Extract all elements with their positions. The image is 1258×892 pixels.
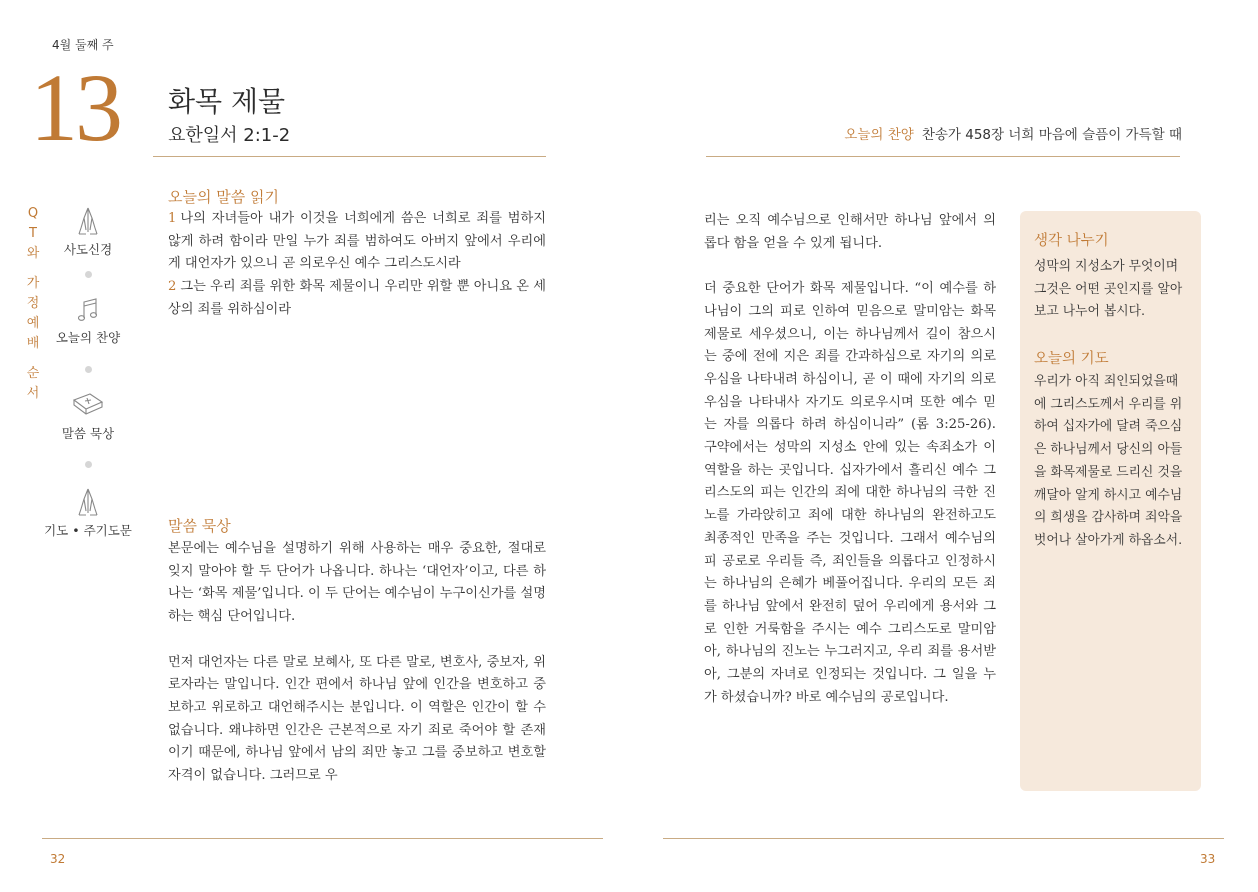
- verse-text: 나의 자녀들아 내가 이것을 너희에게 씀은 너희로 죄를 범하지 않게 하려 함이라 만일 누가 죄를 범하여도 아버지 앞에서 우리에게 대언자가 있으니 곧 의로우신 예수 그리스도시라: [168, 211, 546, 272]
- vlabel-char: 가: [26, 276, 40, 291]
- step-separator-dot: [85, 271, 92, 278]
- week-label: 4월 둘째 주: [52, 38, 114, 52]
- verse-text: 그는 우리 죄를 위한 화목 제물이니 우리만 위할 뿐 아니요 온 세상의 죄를 위하심이라: [168, 279, 546, 317]
- step-separator-dot: [85, 366, 92, 373]
- page-number-left: 32: [50, 852, 66, 866]
- header-divider-left: [153, 156, 546, 157]
- share-text: 성막의 지성소가 무엇이며 그것은 어떤 곳인지를 알아보고 나누어 봅시다.: [1034, 259, 1183, 320]
- page-number-right: 33: [1200, 852, 1216, 866]
- hymn-label: 오늘의 찬양: [844, 127, 914, 143]
- prayer-heading: 오늘의 기도: [1034, 351, 1109, 367]
- praying-hands-icon: [73, 485, 103, 517]
- paragraph: 리는 오직 예수님으로 인해서만 하나님 앞에서 의롭다 함을 얻을 수 있게 됩니다.: [704, 213, 996, 251]
- music-note-icon: [73, 296, 103, 324]
- page-title: 화목 제물: [168, 85, 286, 118]
- reading-verses: [168, 208, 546, 322]
- vlabel-char: 순: [26, 366, 40, 381]
- meditation-body: [168, 538, 546, 788]
- step-label-creed: 사도신경: [63, 242, 113, 257]
- continuation-body: [704, 210, 996, 709]
- vlabel-char: 배: [26, 336, 40, 351]
- order-step-prayer: [43, 485, 133, 539]
- verse: [168, 276, 546, 321]
- hymn-text: 찬송가 458장 너희 마음에 슬픔이 가득할 때: [921, 127, 1182, 143]
- order-step-hymn: [43, 296, 133, 346]
- vlabel-char: Q: [27, 206, 39, 221]
- verse-number: 1: [168, 211, 177, 226]
- todays-hymn: [844, 123, 1182, 143]
- footer-divider-left: [42, 838, 603, 839]
- step-separator-dot: [85, 461, 92, 468]
- day-number: 13: [30, 54, 120, 161]
- vlabel-char: 와: [26, 246, 40, 261]
- footer-divider-right: [663, 838, 1224, 839]
- reading-heading: 오늘의 말씀 읽기: [168, 188, 279, 206]
- share-heading: 생각 나누기: [1034, 233, 1109, 249]
- order-step-creed: [43, 204, 133, 258]
- header-divider-right: [706, 156, 1180, 157]
- vlabel-char: 정: [26, 296, 40, 311]
- order-step-meditation: [43, 390, 133, 442]
- paragraph: 먼저 대언자는 다른 말로 보혜사, 또 다른 말로, 변호사, 중보자, 위로자라는 말입니다. 인간 편에서 하나님 앞에 인간을 변호하고 중보하고 위로하고 대언해주시는 분입니다. 이 역할은 인간이 할 수 없습니다. 왜냐하면 인간은 근본적으로 자기 죄로 죽어야 할 존재이기 때문에, 하나님 앞에서 남의 죄만 놓고 그를 중보하고 변호할 자격이 없습니다. 그러므로 우: [168, 654, 546, 784]
- vlabel-char: 예: [26, 316, 40, 331]
- verse: [168, 208, 546, 276]
- prayer-text: 우리가 아직 죄인되었을때에 그리스도께서 우리를 위하여 십자가에 달려 죽으심은 하나님께서 당신의 아들을 화목제물로 드리신 것을 깨달아 알게 하시고 예수님의 희생을 감사하며 죄악을 벗어나 살아가게 하옵소서.: [1034, 374, 1183, 548]
- bible-icon: [71, 390, 105, 420]
- vlabel-char: 서: [26, 386, 40, 401]
- paragraph: 본문에는 예수님을 설명하기 위해 사용하는 매우 중요한, 절대로 잊지 말아야 할 두 단어가 나옵니다. 하나는 ‘대언자’이고, 다른 하나는 ‘화목 제물’입니다. 이 두 단어는 예수님이 누구이신가를 설명하는 핵심 단어입니다.: [168, 541, 546, 625]
- step-label-meditation: 말씀 묵상: [61, 426, 115, 441]
- step-label-hymn: 오늘의 찬양: [55, 330, 121, 345]
- praying-hands-icon: [73, 204, 103, 236]
- qt-worship-order-label: [24, 204, 42, 404]
- scripture-passage: 요한일서 2:1-2: [168, 125, 291, 146]
- meditation-heading: 말씀 묵상: [168, 517, 231, 535]
- verse-number: 2: [168, 279, 177, 295]
- vlabel-char: T: [29, 226, 37, 241]
- step-label-prayer: 기도 • 주기도문: [44, 523, 132, 538]
- paragraph: 더 중요한 단어가 화목 제물입니다. “이 예수를 하나님이 그의 피로 인하여 믿음으로 말미암는 화목 제물로 세우셨으니, 이는 하나님께서 길이 참으시는 중에 전에 지은 죄를 간과하심으로 자기의 의로우심을 나타내려 하심이니, 곧 이 때에 자기의 의로우심을 나타내사 자기도 의로우시며 또한 예수 믿는 자를 의롭다 하려 하심이니라” (롬 3:25-26). 구약에서는 성막의 지성소 안에 있는 속죄소가 이 역할을 하는 곳입니다. 십자가에서 흘리신 예수 그리스도의 피는 인간의 죄에 대한 하나님의 극한 진노를 가라앉히고 죄에 대한 하나님의 완전하고도 최종적인 만족을 주는 것입니다. 그래서 예수님의 피 공로로 우리들 즉, 죄인들을 의롭다고 인정하시는 하나님의 은혜가 베풀어집니다. 우리의 모든 죄를 하나님 앞에서 완전히 덮어 우리에게 용서와 그로 인한 거룩함을 주시는 예수 그리스도로 말미암아, 하나님의 진노는 누그러지고, 우리 죄를 용서받아, 그분의 자녀로 인정되는 것입니다. 그 일을 누가 하셨습니까? 바로 예수님의 공로입니다.: [704, 281, 996, 705]
